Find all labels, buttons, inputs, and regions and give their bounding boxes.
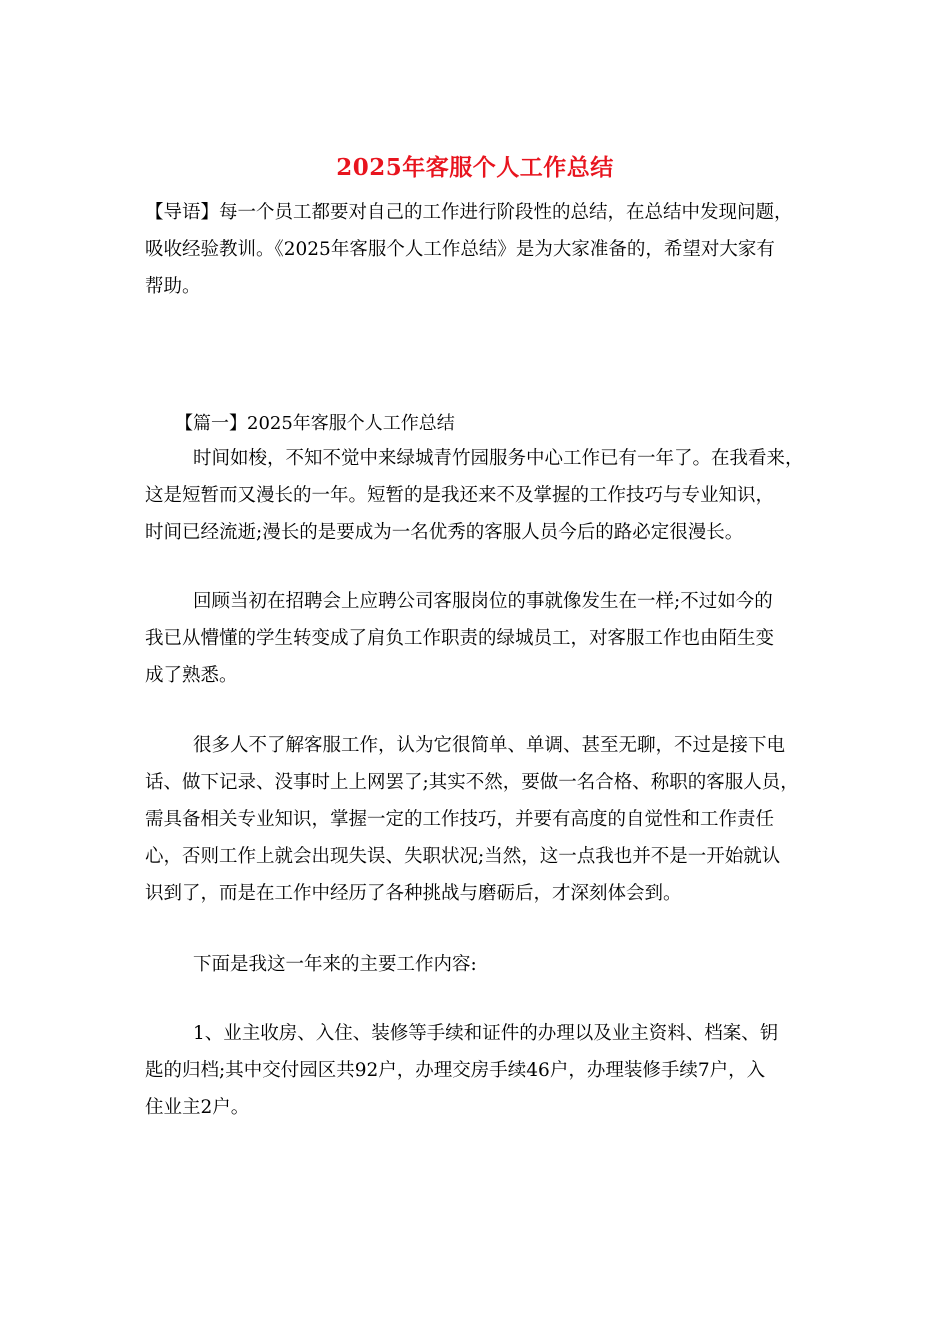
paragraph-line: 时间如梭，不知不觉中来绿城青竹园服务中心工作已有一年了。在我看来， <box>193 448 804 469</box>
section-heading: 【篇一】2025年客服个人工作总结 <box>175 413 455 434</box>
paragraph-1 <box>145 440 815 551</box>
paragraph-4 <box>145 946 815 983</box>
paragraph-line: 下面是我这一年来的主要工作内容: <box>193 954 477 975</box>
paragraph-3 <box>145 727 815 912</box>
intro-line: 【导语】每一个员工都要对自己的工作进行阶段性的总结，在总结中发现问题， <box>145 202 793 223</box>
paragraph-line: 这是短暂而又漫长的一年。短暂的是我还来不及掌握的工作技巧与专业知识， <box>145 485 775 506</box>
paragraph-line: 回顾当初在招聘会上应聘公司客服岗位的事就像发生在一样;不过如今的 <box>193 591 773 612</box>
paragraph-line: 很多人不了解客服工作，认为它很简单、单调、甚至无聊，不过是接下电 <box>193 735 786 756</box>
paragraph-line: 时间已经流逝;漫长的是要成为一名优秀的客服人员今后的路必定很漫长。 <box>145 522 744 543</box>
paragraph-line: 匙的归档;其中交付园区共92户，办理交房手续46户，办理装修手续7户，入 <box>145 1060 766 1081</box>
paragraph-line: 我已从懵懂的学生转变成了肩负工作职责的绿城员工，对客服工作也由陌生变 <box>145 628 775 649</box>
intro-line: 帮助。 <box>145 276 201 297</box>
paragraph-line: 住业主2户。 <box>145 1097 250 1118</box>
paragraph-line: 识到了，而是在工作中经历了各种挑战与磨砺后，才深刻体会到。 <box>145 883 682 904</box>
paragraph-line: 心，否则工作上就会出现失误、失职状况;当然，这一点我也并不是一开始就认 <box>145 846 781 867</box>
paragraph-line: 需具备相关专业知识，掌握一定的工作技巧，并要有高度的自觉性和工作责任 <box>145 809 775 830</box>
document-title: 2025年客服个人工作总结 <box>336 154 614 181</box>
paragraph-5 <box>145 1015 815 1126</box>
paragraph-2 <box>145 583 815 694</box>
intro-line: 吸收经验教训。《2025年客服个人工作总结》是为大家准备的，希望对大家有 <box>145 239 775 260</box>
paragraph-line: 成了熟悉。 <box>145 665 238 686</box>
paragraph-line: 话、做下记录、没事时上上网罢了;其实不然，要做一名合格、称职的客服人员， <box>145 772 799 793</box>
paragraph-line: 1、业主收房、入住、装修等手续和证件的办理以及业主资料、档案、钥 <box>193 1023 779 1044</box>
intro-paragraph <box>145 194 815 305</box>
